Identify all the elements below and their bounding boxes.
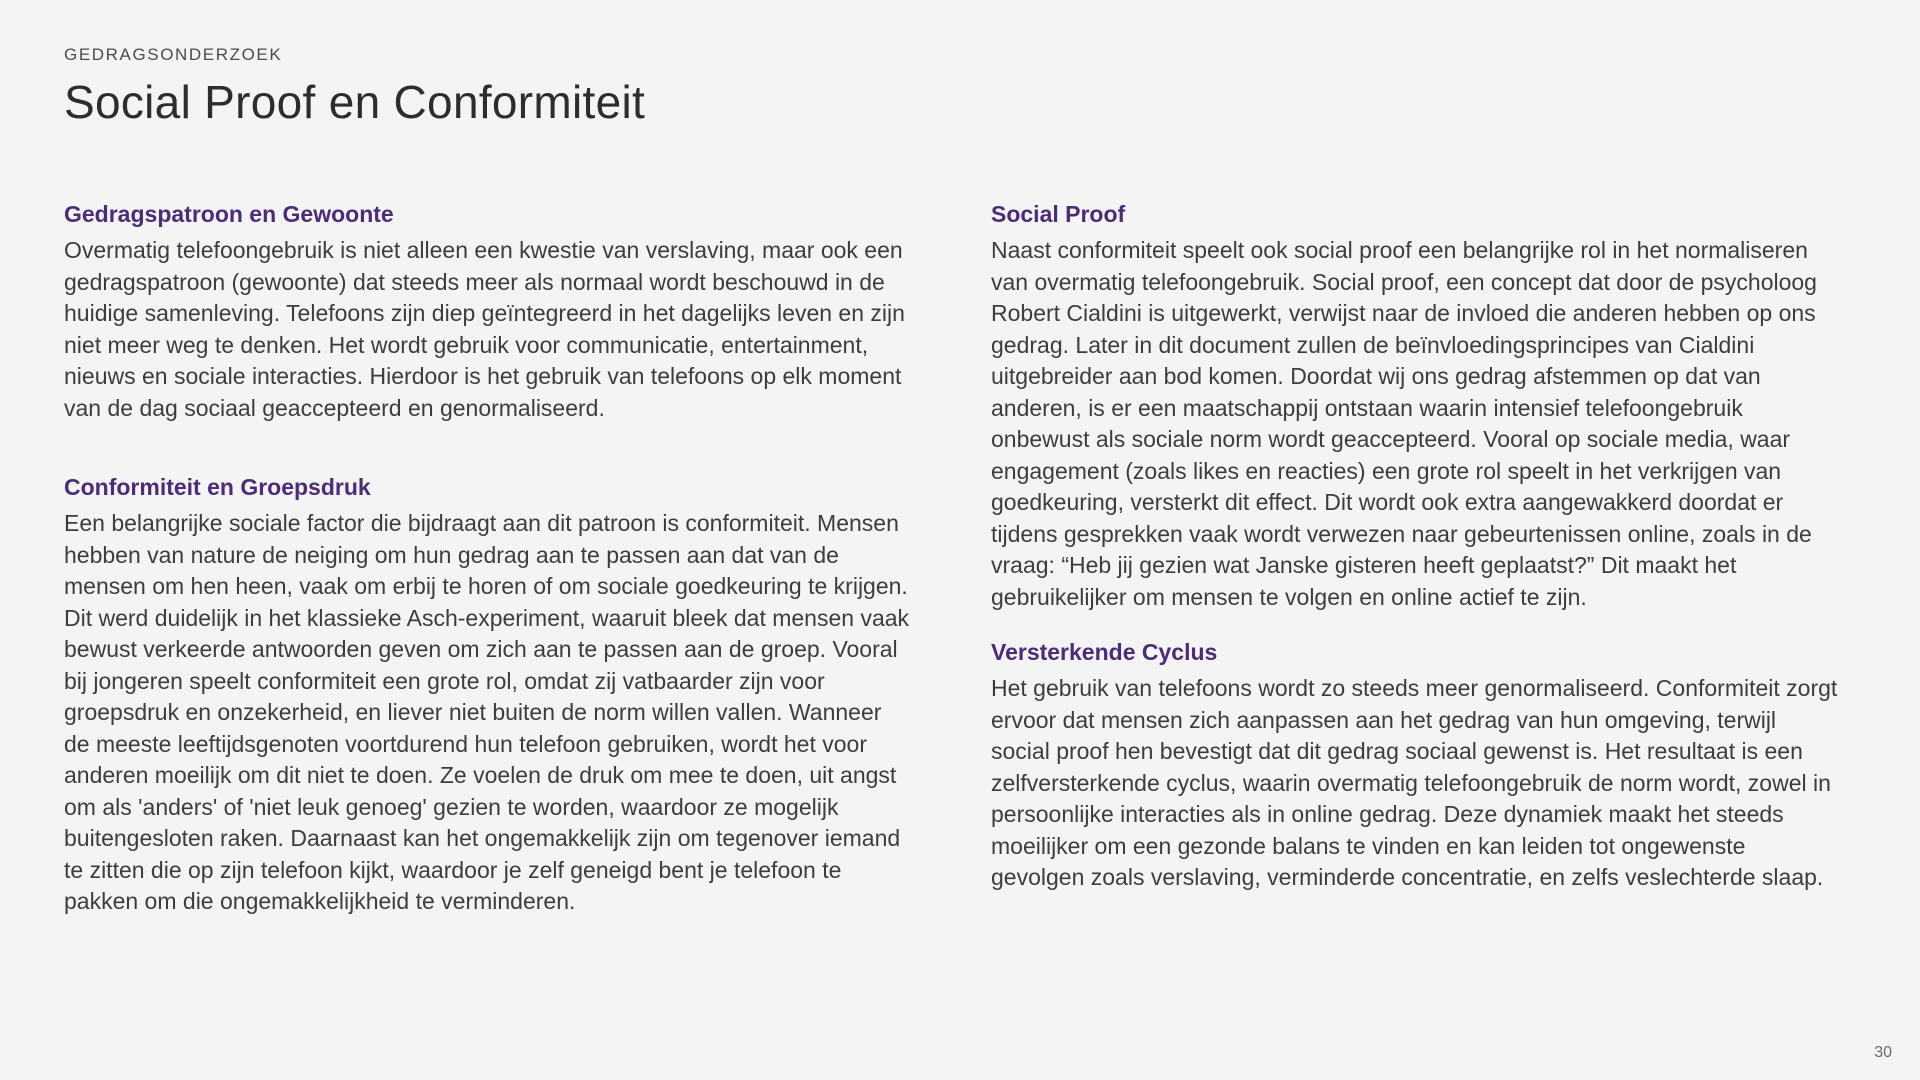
section-heading: Gedragspatroon en Gewoonte	[64, 201, 394, 227]
slide-header	[64, 45, 1920, 129]
section-block-versterkende-cyclus	[991, 639, 1863, 894]
kicker: GEDRAGSONDERZOEK	[64, 45, 283, 64]
page-number: 30	[1874, 1044, 1892, 1061]
content-columns	[64, 201, 1920, 918]
section-heading: Conformiteit en Groepsdruk	[64, 474, 371, 500]
section-block-social-proof	[991, 201, 1863, 613]
right-column	[991, 201, 1863, 894]
section-body: Overmatig telefoongebruik is niet alleen een kwestie van verslaving, maar ook een gedragspatroon (gewoonte) dat steeds meer als normaal wordt beschouwd in de huidige samenleving. Telefoons zijn diep geïntegreerd in het dagelijks leven en zijn niet meer weg te denken. Het wordt gebruik voor communicatie, entertainment, nieuws en sociale interacties. Hierdoor is het gebruik van telefoons op elk moment van de dag sociaal geaccepteerd en genormaliseerd.	[64, 237, 905, 421]
section-block-conformiteit	[64, 474, 932, 918]
section-block-gedragspatroon	[64, 201, 932, 424]
section-body: Een belangrijke sociale factor die bijdraagt aan dit patroon is conformiteit. Mensen hebben van nature de neiging om hun gedrag aan te passen aan dat van de mensen om hen heen, vaak om erbij te horen of om sociale goedkeuring te krijgen. Dit werd duidelijk in het klassieke Asch-experiment, waaruit bleek dat mensen vaak bewust verkeerde antwoorden geven om zich aan te passen aan de groep. Vooral bij jongeren speelt conformiteit een grote rol, omdat zij vatbaarder zijn voor groepsdruk en onzekerheid, en liever niet buiten de norm willen vallen. Wanneer de meeste leeftijdsgenoten voortdurend hun telefoon gebruiken, wordt het voor anderen moeilijk om dit niet te doen. Ze voelen de druk om mee te doen, uit angst om als 'anders' of 'niet leuk genoeg' gezien te worden, waardoor ze mogelijk buitengesloten raken. Daarnaast kan het ongemakkelijk zijn om tegenover iemand te zitten die op zijn telefoon kijkt, waardoor je zelf geneigd bent je telefoon te pakken om die ongemakkelijkheid te verminderen.	[64, 510, 910, 914]
left-column	[64, 201, 932, 918]
section-body: Naast conformiteit speelt ook social proof een belangrijke rol in het normaliseren van overmatig telefoongebruik. Social proof, een concept dat door de psycholoog Robert Cialdini is uitgewerkt, verwijst naar de invloed die anderen hebben op ons gedrag. Later in dit document zullen de beïnvloedingsprincipes van Cialdini uitgebreider aan bod komen. Doordat wij ons gedrag afstemmen op dat van anderen, is er een maatschappij ontstaan waarin intensief telefoongebruik onbewust als sociale norm wordt geaccepteerd. Vooral op sociale media, waar engagement (zoals likes en reacties) een grote rol speelt in het verkrijgen van goedkeuring, versterkt dit effect. Dit wordt ook extra aangewakkerd doordat er tijdens gesprekken vaak wordt verwezen naar gebeurtenissen online, zoals in de vraag: “Heb jij gezien wat Janske gisteren heeft geplaatst?” Dit maakt het gebruikelijker om mensen te volgen en online actief te zijn.	[991, 237, 1817, 610]
section-heading: Versterkende Cyclus	[991, 639, 1218, 665]
page-title: Social Proof en Conformiteit	[64, 76, 646, 128]
section-heading: Social Proof	[991, 201, 1126, 227]
section-body: Het gebruik van telefoons wordt zo steeds meer genormaliseerd. Conformiteit zorgt ervoor dat mensen zich aanpassen aan het gedrag van hun omgeving, terwijl social proof hen bevestigt dat dit gedrag sociaal gewenst is. Het resultaat is een zelfversterkende cyclus, waarin overmatig telefoongebruik de norm wordt, zowel in persoonlijke interacties als in online gedrag. Deze dynamiek maakt het steeds moeilijker om een gezonde balans te vinden en kan leiden tot ongewenste gevolgen zoals verslaving, verminderde concentratie, en zelfs veslechterde slaap.	[991, 675, 1838, 890]
